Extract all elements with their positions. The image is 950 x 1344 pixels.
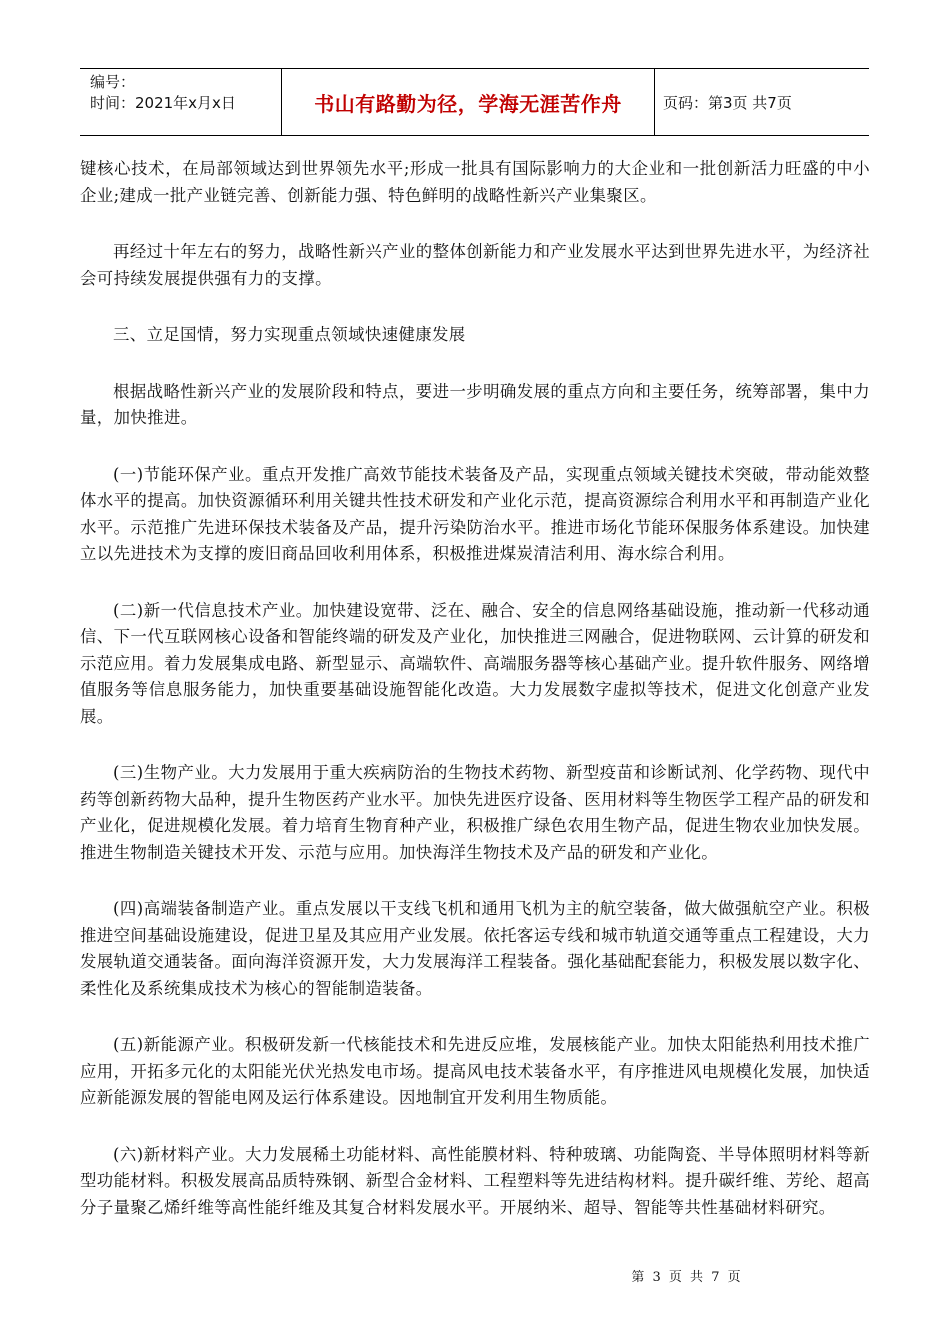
header-meta [80,69,282,135]
page-header [80,68,869,136]
paragraph-energy-saving: (一)节能环保产业。重点开发推广高效节能技术装备及产品，实现重点领域关键技术突破，带动能效整体水平的提高。加快资源循环利用关键共性技术研发和产业化示范，提高资源综合利用水平和再制造产业化水平。示范推广先进环保技术装备及产品，提升污染防治水平。推进市场化节能环保服务体系建设。加快建立以先进技术为支撑的废旧商品回收利用体系，积极推进煤炭清洁利用、海水综合利用。 [80,464,870,563]
paragraph-continuation: 键核心技术，在局部领域达到世界领先水平;形成一批具有国际影响力的大企业和一批创新活力旺盛的中小企业;建成一批产业链完善、创新能力强、特色鲜明的战略性新兴产业集聚区。 [80,159,870,205]
paragraph: 再经过十年左右的努力，战略性新兴产业的整体创新能力和产业发展水平达到世界先进水平，为经济社会可持续发展提供强有力的支撑。 [80,242,870,288]
document-body [80,156,870,1251]
paragraph: 根据战略性新兴产业的发展阶段和特点，要进一步明确发展的重点方向和主要任务，统筹部署，集中力量，加快推进。 [80,381,870,427]
footer-page-number: 第 3 页 共 7 页 [631,1270,743,1285]
header-motto: 书山有路勤为径，学海无涯苦作舟 [282,69,655,135]
section-heading: 三、立足国情，努力实现重点领域快速健康发展 [113,325,466,344]
paragraph-new-energy: (五)新能源产业。积极研发新一代核能技术和先进反应堆，发展核能产业。加快太阳能热利用技术推广应用，开拓多元化的太阳能光伏光热发电市场。提高风电技术装备水平，有序推进风电规模化发展，加快适应新能源发展的智能电网及运行体系建设。因地制宜开发利用生物质能。 [80,1035,870,1107]
paragraph-biology: (三)生物产业。大力发展用于重大疾病防治的生物技术药物、新型疫苗和诊断试剂、化学药物、现代中药等创新药物大品种，提升生物医药产业水平。加快先进医疗设备、医用材料等生物医学工程产品的研发和产业化，促进规模化发展。着力培育生物育种产业，积极推广绿色农用生物产品，促进生物农业加快发展。推进生物制造关键技术开发、示范与应用。加快海洋生物技术及产品的研发和产业化。 [80,763,870,862]
paragraph-equipment: (四)高端装备制造产业。重点发展以干支线飞机和通用飞机为主的航空装备，做大做强航空产业。积极推进空间基础设施建设，促进卫星及其应用产业发展。依托客运专线和城市轨道交通等重点工程建设，大力发展轨道交通装备。面向海洋资源开发，大力发展海洋工程装备。强化基础配套能力，积极发展以数字化、柔性化及系统集成技术为核心的智能制造装备。 [80,899,870,998]
page-footer [0,1266,950,1285]
header-page-number: 页码：第3页 共7页 [663,93,792,112]
paragraph-information-tech: (二)新一代信息技术产业。加快建设宽带、泛在、融合、安全的信息网络基础设施，推动新一代移动通信、下一代互联网核心设备和智能终端的研发及产业化，加快推进三网融合，促进物联网、云计算的研发和示范应用。着力发展集成电路、新型显示、高端软件、高端服务器等核心基础产业。提升软件服务、网络增值服务等信息服务能力，加快重要基础设施智能化改造。大力发展数字虚拟等技术，促进文化创意产业发展。 [80,600,870,726]
document-time-label: 时间：2021年x月x日 [90,94,236,112]
paragraph-new-materials: (六)新材料产业。大力发展稀土功能材料、高性能膜材料、特种玻璃、功能陶瓷、半导体照明材料等新型功能材料。积极发展高品质特殊钢、新型合金材料、工程塑料等先进结构材料。提升碳纤维、芳纶、超高分子量聚乙烯纤维等高性能纤维及其复合材料发展水平。开展纳米、超导、智能等共性基础材料研究。 [80,1144,870,1217]
document-number-label: 编号： [90,73,136,91]
